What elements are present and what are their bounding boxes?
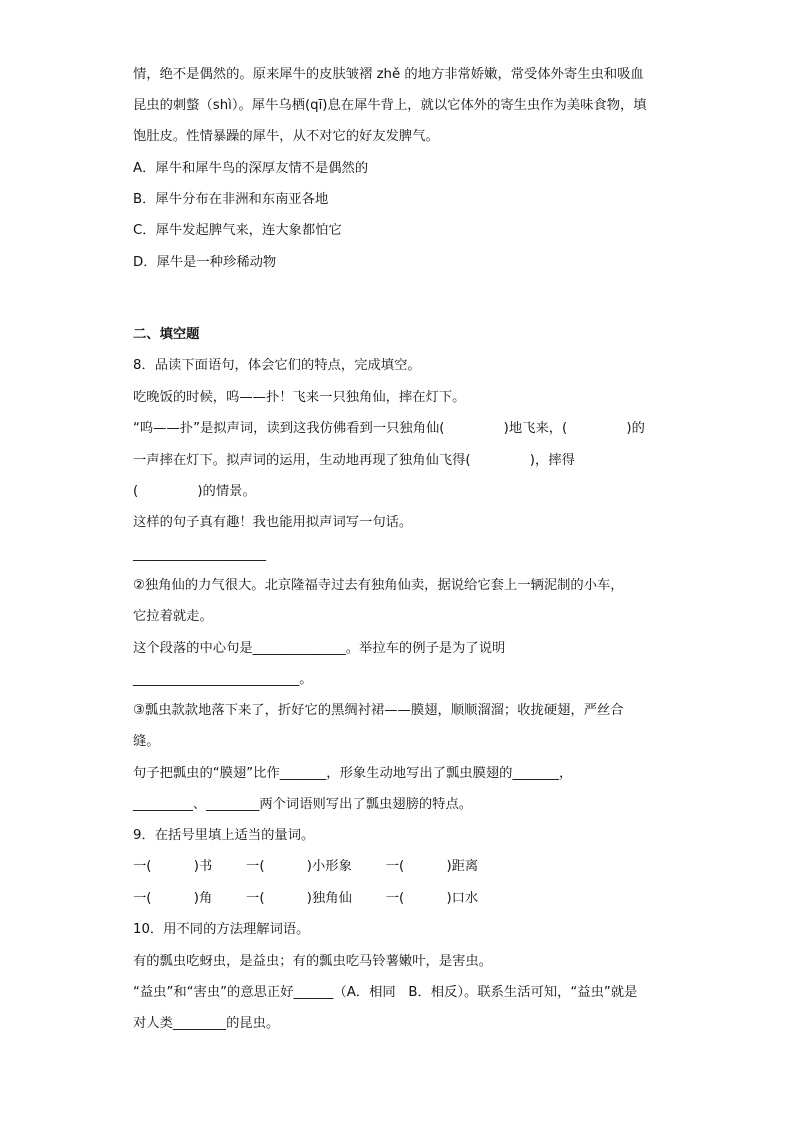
q8-fill-line-1: “呜——扑”是拟声词，读到这我仿佛看到一只独角仙( )地飞来，( )的 — [133, 421, 645, 436]
q10-prompt: 10．用不同的方法理解词语。 — [133, 922, 310, 937]
passage-line-2: 昆虫的刺螫（shì）。犀牛乌栖(qī)息在犀牛背上，就以它体外的寄生虫作为美味食物，填 — [133, 98, 647, 113]
q8-prompt: 8．品读下面语句，体会它们的特点，完成填空。 — [133, 358, 421, 373]
q10-question-1: “益虫”和“害虫”的意思正好______（A．相同 B．相反）。联系生活可知，“益虫”就是 — [133, 985, 638, 1000]
q8-fill-line-3: ( )的情景。 — [133, 484, 256, 499]
q8-sentence: 吃晚饭的时候，呜——扑！飞来一只独角仙，摔在灯下。 — [133, 390, 466, 405]
q8-write-prompt: 这样的句子真有趣！我也能用拟声词写一句话。 — [133, 515, 413, 530]
section-title: 二、填空题 — [133, 327, 200, 342]
q8-p2-question-2: _________________________。 — [133, 672, 313, 687]
q9-row-2: 一( )角 一( )独角仙 一( )口水 — [133, 891, 479, 906]
q10-question-2: 对人类________的昆虫。 — [133, 1016, 280, 1031]
q8-fill-line-2: 一声摔在灯下。拟声词的运用，生动地再现了独角仙飞得( )，摔得 — [133, 453, 575, 468]
q8-p3-question-1: 句子把瓢虫的“膜翅”比作_______，形象生动地写出了瓢虫膜翅的_______， — [133, 766, 573, 781]
q8-p2-question-1: 这个段落的中心句是______________。举拉车的例子是为了说明 — [133, 641, 506, 656]
q8-p3-question-2: _________、________两个词语则写出了瓢虫翅膀的特点。 — [133, 797, 473, 812]
option-b: B．犀牛分布在非洲和东南亚各地 — [133, 192, 329, 207]
passage-line-1: 情，绝不是偶然的。原来犀牛的皮肤皱褶 zhě 的地方非常娇嫩，常受体外寄生虫和吸血 — [133, 67, 644, 82]
option-a: A．犀牛和犀牛鸟的深厚友情不是偶然的 — [133, 161, 369, 176]
q8-answer-line: ____________________ — [133, 547, 266, 562]
option-d: D．犀牛是一种珍稀动物 — [133, 255, 277, 270]
q8-p3-line-2: 缝。 — [133, 734, 160, 749]
q8-p2-line-2: 它拉着就走。 — [133, 609, 213, 624]
q10-sentence: 有的瓢虫吃蚜虫，是益虫；有的瓢虫吃马铃薯嫩叶，是害虫。 — [133, 954, 493, 969]
q8-p3-line-1: ③瓢虫款款地落下来了，折好它的黑绸衬裙——膜翅，顺顺溜溜；收拢硬翅，严丝合 — [133, 703, 624, 718]
q9-row-1: 一( )书 一( )小形象 一( )距离 — [133, 859, 479, 874]
q8-p2-line-1: ②独角仙的力气很大。北京隆福寺过去有独角仙卖，据说给它套上一辆泥制的小车， — [133, 578, 624, 593]
option-c: C．犀牛发起脾气来，连大象都怕它 — [133, 223, 342, 238]
passage-line-3: 饱肚皮。性情暴躁的犀牛，从不对它的好友发脾气。 — [133, 129, 439, 144]
q9-prompt: 9．在括号里填上适当的量词。 — [133, 828, 315, 843]
